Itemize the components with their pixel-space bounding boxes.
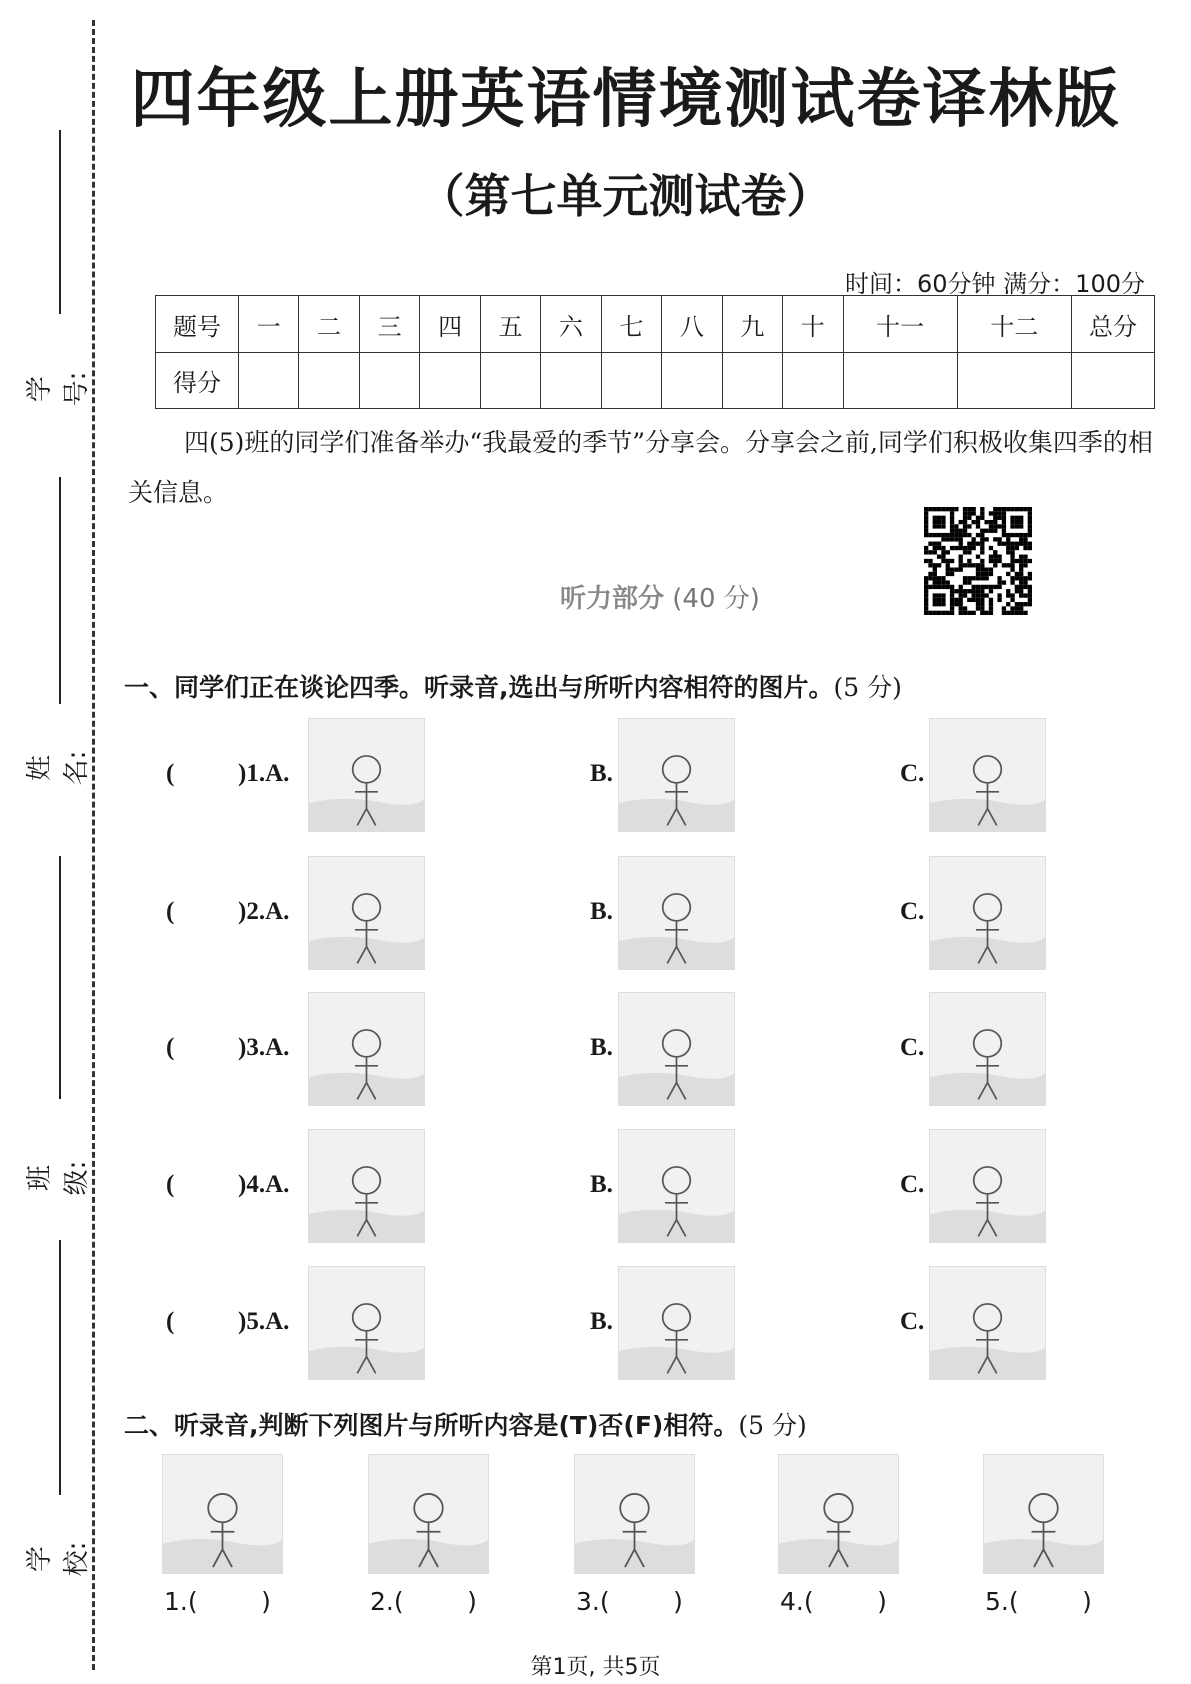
score-table-header [156,296,1155,353]
score-header-cell: 十二 [957,296,1071,353]
score-cell[interactable] [783,353,843,409]
picture-1c-winter-snowman [929,718,1046,832]
option-b-label: B. [590,760,613,787]
binding-dashed-line [92,20,95,1670]
picture-4b-snowman-children [618,1129,735,1243]
picture-3c-boating-autumn [929,992,1046,1106]
score-header-cell: 八 [662,296,722,353]
tf-answer-5[interactable]: 5.( ) [985,1587,1092,1616]
score-header-cell: 五 [480,296,540,353]
score-cell[interactable] [1072,353,1155,409]
score-cell[interactable] [601,353,661,409]
score-header-cell: 九 [722,296,782,353]
section1-title-text: 一、同学们正在谈论四季。听录音,选出与所听内容相符的图片。 [124,673,834,702]
section1-title [124,668,902,704]
time-info: 时间：60分钟 满分：100分 [845,270,1145,298]
answer-open-paren: ( [166,1171,175,1198]
school-label: 学校: [25,1541,92,1577]
question-number: )3.A. [238,1034,290,1061]
score-header-cell: 十 [783,296,843,353]
answer-open-paren: ( [166,760,175,787]
picture-tf-3-roller-skating [574,1454,695,1574]
picture-tf-2-kite-flying [368,1454,489,1574]
score-cell[interactable] [420,353,480,409]
page-title: 四年级上册英语情境测试卷译林版 [130,63,1121,137]
score-cell[interactable] [722,353,782,409]
score-header-cell: 四 [420,296,480,353]
name-label: 姓名: [25,750,92,786]
score-table [155,295,1155,409]
score-header-cell: 六 [541,296,601,353]
score-cell[interactable] [299,353,359,409]
answer-blank[interactable] [180,898,236,928]
name-line[interactable] [59,477,61,704]
page-footer: 第1页, 共5页 [530,1655,661,1680]
answer-open-paren: ( [166,1034,175,1061]
listening-title: 听力部分 [560,584,665,614]
score-header-cell: 七 [601,296,661,353]
picture-2c-snowflake [929,856,1046,970]
tf-answer-4[interactable]: 4.( ) [780,1587,887,1616]
picture-4c-swimming [929,1129,1046,1243]
section2-title-text: 二、听录音,判断下列图片与所听内容是(T)否(F)相符。 [124,1411,739,1440]
section2-title [124,1406,807,1442]
page-subtitle: （第七单元测试卷） [418,169,833,223]
picture-1b-autumn-tree [618,718,735,832]
score-cell[interactable] [843,353,957,409]
score-cell[interactable] [662,353,722,409]
option-c-label: C. [900,898,925,925]
score-cell[interactable] [480,353,540,409]
picture-5b-hiking [618,1266,735,1380]
option-b-label: B. [590,1034,613,1061]
picture-5c-baseball [929,1266,1046,1380]
listening-heading [560,578,760,615]
picture-1a-summer-sunny [308,718,425,832]
tf-answer-3[interactable]: 3.( ) [576,1587,683,1616]
option-b-label: B. [590,1308,613,1335]
option-c-label: C. [900,760,925,787]
score-header-cell: 一 [239,296,299,353]
listening-score: (40 分) [672,584,760,614]
score-row-label: 得分 [156,353,239,409]
option-c-label: C. [900,1308,925,1335]
picture-5a-dog-walking [308,1266,425,1380]
picture-tf-5-willow-river [983,1454,1104,1574]
answer-open-paren: ( [166,898,175,925]
score-header-cell: 题号 [156,296,239,353]
score-header-cell: 总分 [1072,296,1155,353]
section1-score: (5 分) [833,673,902,702]
score-cell[interactable] [359,353,419,409]
score-header-cell: 三 [359,296,419,353]
score-table-row [156,353,1155,409]
picture-2b-girls-ice-cream [618,856,735,970]
picture-tf-4-girls-sunny [778,1454,899,1574]
option-b-label: B. [590,1171,613,1198]
score-header-cell: 二 [299,296,359,353]
qr-code [918,507,1038,615]
tf-answer-1[interactable]: 1.( ) [164,1587,271,1616]
question-number: )5.A. [238,1308,290,1335]
student-id-label: 学号: [25,371,92,407]
class-line[interactable] [59,856,61,1099]
picture-3b-birds-flying [618,992,735,1106]
class-label: 班级: [25,1160,92,1196]
score-cell[interactable] [239,353,299,409]
answer-blank[interactable] [180,760,236,790]
picture-4a-boating-spring [308,1129,425,1243]
option-c-label: C. [900,1171,925,1198]
school-line[interactable] [59,1240,61,1495]
score-cell[interactable] [541,353,601,409]
question-number: )1.A. [238,760,290,787]
option-c-label: C. [900,1034,925,1061]
score-header-cell: 十一 [843,296,957,353]
option-b-label: B. [590,898,613,925]
tf-answer-2[interactable]: 2.( ) [370,1587,477,1616]
picture-3a-tree-planting [308,992,425,1106]
question-number: )2.A. [238,898,290,925]
answer-blank[interactable] [180,1034,236,1064]
score-cell[interactable] [957,353,1071,409]
picture-tf-1-snowman-building [162,1454,283,1574]
intro-text: 四(5)班的同学们准备举办“我最爱的季节”分享会。分享会之前,同学们积极收集四季的相关信息。 [128,428,1153,507]
answer-blank[interactable] [180,1308,236,1338]
question-number: )4.A. [238,1171,290,1198]
picture-2a-kite-flying [308,856,425,970]
section2-score: (5 分) [738,1411,807,1440]
answer-open-paren: ( [166,1308,175,1335]
answer-blank[interactable] [180,1171,236,1201]
